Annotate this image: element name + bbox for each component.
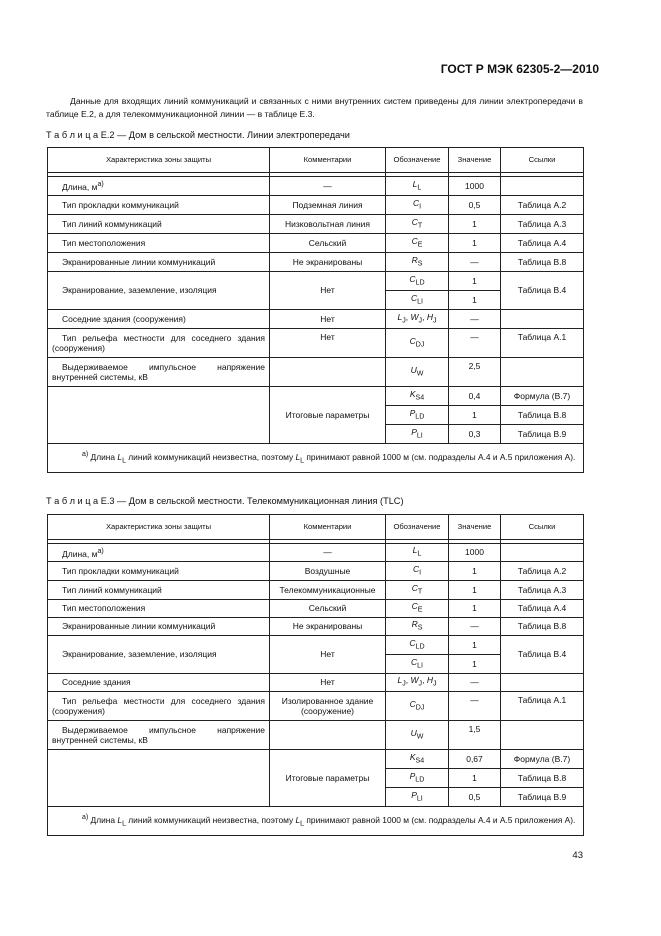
row-ref: Таблица В.8 [501,769,584,788]
row-comment: Подземная линия [270,196,386,215]
row-symbol: $U_W$ [386,358,449,387]
row-symbol: $K_{S4}$ [386,387,449,406]
row-ref: Таблица В.9 [501,425,584,444]
row-comment: Нет [270,272,386,310]
row-label: Экранированные линии коммуникаций [48,253,270,272]
row-label: Тип линий коммуникаций [48,581,270,600]
row-symbol: $L_L$ [386,177,449,196]
row-value: 1 [449,769,501,788]
row-symbol: $C_T$ [386,215,449,234]
row-symbol: $L_L$ [386,544,449,562]
row-label: Тип линий коммуникаций [48,215,270,234]
row-label: Выдерживаемое импульсное напряжение внутренней системы, кВ [48,721,270,750]
row-comment: Нет [270,674,386,692]
row-symbol: $C_I$ [386,196,449,215]
row-comment: Сельский [270,600,386,618]
table-row [48,177,584,196]
row-value: 0,4 [449,387,501,406]
row-value: 0,3 [449,425,501,444]
document-header: ГОСТ Р МЭК 62305-2—2010 [440,62,599,76]
row-ref: Таблица А.1 [501,692,584,721]
table-footnote: $^{a)}$ Длина $L_L$ линий коммуникаций неизвестна, поэтому $L_L$ принимают равной 1000 м (см. подразделы А.4 и А.5 приложения А). [48,444,584,473]
row-ref: Таблица В.8 [501,406,584,425]
row-symbol: $C_{LD}$ [386,636,449,655]
table-row [48,636,584,655]
row-comment: Низковольтная линия [270,215,386,234]
row-symbol: $C_{LI}$ [386,655,449,674]
table-row [48,196,584,215]
header-cell: Обозначение [386,148,449,173]
row-label: Экранированные линии коммуникаций [48,618,270,636]
header-cell: Ссылки [501,515,584,540]
row-label: Экранирование, заземление, изоляция [48,636,270,674]
row-label: Длина, $м^{a)}$ [48,544,270,562]
row-ref: Таблица В.4 [501,272,584,310]
row-value: 1 [449,406,501,425]
row-symbol: $R_S$ [386,253,449,272]
header-cell: Комментарии [270,515,386,540]
row-value: 2,5 [449,358,501,387]
totals-label: Итоговые параметры [270,387,386,444]
row-value: 1000 [449,544,501,562]
row-comment: Воздушные [270,562,386,581]
row-comment: Нет [270,329,386,358]
header-cell: Значение [449,148,501,173]
row-ref: Таблица А.3 [501,581,584,600]
row-value: — [449,618,501,636]
table-e3 [47,514,584,836]
row-ref [501,177,584,196]
row-label: Тип рельефа местности для соседнего здания (сооружения) [48,329,270,358]
row-symbol: $L_J$, $W_J$, $H_J$ [386,674,449,692]
row-value: 1 [449,291,501,310]
row-label: Соседние здания (сооружения) [48,310,270,329]
row-value: 1 [449,272,501,291]
totals-label: Итоговые параметры [270,750,386,807]
row-ref: Таблица А.1 [501,329,584,358]
row-value: 1 [449,600,501,618]
row-symbol: $P_{LI}$ [386,788,449,807]
row-label: Соседние здания [48,674,270,692]
table-e2-caption: Т а б л и ц а Е.2 — Дом в сельской местности. Линии электропередачи [46,130,350,140]
row-comment: Нет [270,636,386,674]
table-row [48,721,584,750]
row-ref: Таблица В.4 [501,636,584,674]
row-symbol: $K_{S4}$ [386,750,449,769]
row-label: Тип рельефа местности для соседнего здания (сооружения) [48,692,270,721]
table-row [48,674,584,692]
row-ref [501,310,584,329]
row-ref: Таблица А.2 [501,562,584,581]
row-ref: Таблица А.3 [501,215,584,234]
page-number: 43 [572,850,583,861]
row-comment: — [270,177,386,196]
row-symbol: $C_{DJ}$ [386,692,449,721]
row-label: Тип прокладки коммуникаций [48,562,270,581]
header-cell: Характеристика зоны защиты [48,148,270,173]
row-value: 1 [449,581,501,600]
row-value: — [449,329,501,358]
table-header-row [48,148,584,173]
table-header-row [48,515,584,540]
row-symbol: $P_{LD}$ [386,406,449,425]
row-comment: Нет [270,310,386,329]
table-e2 [47,147,584,473]
row-value: 1 [449,215,501,234]
row-value: 1000 [449,177,501,196]
row-value: 1 [449,234,501,253]
row-ref [501,544,584,562]
row-label: Тип местоположения [48,600,270,618]
row-label: Длина, $м^{a)}$ [48,177,270,196]
row-comment: Телекоммуникационные [270,581,386,600]
row-comment: Не экранированы [270,618,386,636]
header-cell: Ссылки [501,148,584,173]
row-symbol: $P_{LD}$ [386,769,449,788]
footnote-row [48,444,584,473]
row-label: Выдерживаемое импульсное напряжение внутренней системы, кВ [48,358,270,387]
row-label: Тип местоположения [48,234,270,253]
row-value: — [449,692,501,721]
row-value: 1 [449,562,501,581]
row-symbol: $P_{LI}$ [386,425,449,444]
header-cell: Обозначение [386,515,449,540]
row-symbol: $C_{LI}$ [386,291,449,310]
table-row [48,750,584,769]
row-symbol: $C_{DJ}$ [386,329,449,358]
table-row [48,618,584,636]
row-value: 0,5 [449,788,501,807]
row-value: 0,67 [449,750,501,769]
row-label: Экранирование, заземление, изоляция [48,272,270,310]
row-value: — [449,310,501,329]
row-value: 1 [449,636,501,655]
row-ref: Формула (В.7) [501,387,584,406]
row-value: — [449,253,501,272]
row-ref: Формула (В.7) [501,750,584,769]
row-symbol: $U_W$ [386,721,449,750]
row-symbol: $L_J$, $W_J$, $H_J$ [386,310,449,329]
table-row [48,253,584,272]
table-row [48,358,584,387]
row-ref: Таблица А.2 [501,196,584,215]
table-row [48,600,584,618]
row-symbol: $C_E$ [386,234,449,253]
row-ref [501,674,584,692]
row-comment: Изолированное здание (сооружение) [270,692,386,721]
row-ref: Таблица В.8 [501,618,584,636]
row-ref: Таблица А.4 [501,600,584,618]
row-label: Тип прокладки коммуникаций [48,196,270,215]
row-comment: Сельский [270,234,386,253]
header-cell: Значение [449,515,501,540]
row-symbol: $C_{LD}$ [386,272,449,291]
row-ref: Таблица В.8 [501,253,584,272]
row-symbol: $C_T$ [386,581,449,600]
table-row [48,310,584,329]
footnote-row [48,807,584,836]
table-row [48,692,584,721]
row-value: — [449,674,501,692]
table-row [48,562,584,581]
table-row [48,387,584,406]
table-row [48,544,584,562]
row-symbol: $R_S$ [386,618,449,636]
row-symbol: $C_E$ [386,600,449,618]
row-value: 1 [449,655,501,674]
table-row [48,215,584,234]
row-value: 1,5 [449,721,501,750]
table-row [48,234,584,253]
intro-paragraph: Данные для входящих линий коммуникаций и связанных с ними внутренних систем приведены для линии электропередачи в таблице Е.2, а для телекоммуникационной линии — в таблице Е.3. [46,96,583,119]
row-ref: Таблица В.9 [501,788,584,807]
row-symbol: $C_I$ [386,562,449,581]
row-ref: Таблица А.4 [501,234,584,253]
header-cell: Характеристика зоны защиты [48,515,270,540]
table-row [48,581,584,600]
row-value: 0,5 [449,196,501,215]
row-comment: Не экранированы [270,253,386,272]
table-footnote: $^{a)}$ Длина $L_L$ линий коммуникаций неизвестна, поэтому $L_L$ принимают равной 1000 м (см. подразделы А.4 и А.5 приложения А). [48,807,584,836]
table-row [48,272,584,291]
table-e3-caption: Т а б л и ц а Е.3 — Дом в сельской местности. Телекоммуникационная линия (TLC) [46,496,404,506]
table-row [48,329,584,358]
header-cell: Комментарии [270,148,386,173]
row-comment: — [270,544,386,562]
